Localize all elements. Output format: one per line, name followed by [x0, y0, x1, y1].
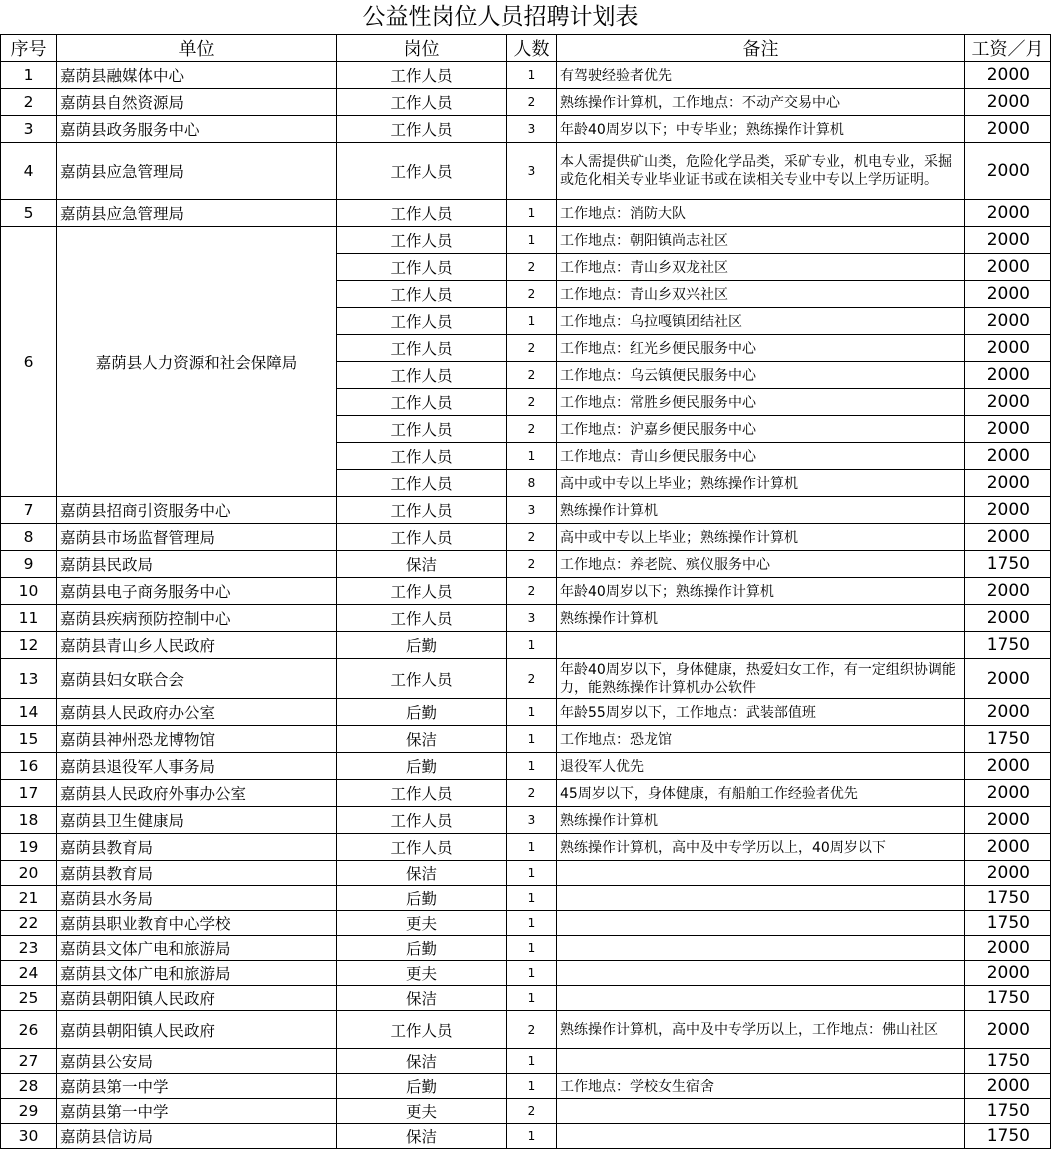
row-post: 后勤 [337, 753, 507, 780]
row-post: 工作人员 [337, 308, 507, 335]
table-row [1, 89, 1051, 116]
row-post: 后勤 [337, 1074, 507, 1099]
row-post: 工作人员 [337, 443, 507, 470]
row-unit: 嘉荫县朝阳镇人民政府 [57, 986, 337, 1011]
row-note [557, 936, 965, 961]
row-post: 工作人员 [337, 89, 507, 116]
row-unit: 嘉荫县电子商务服务中心 [57, 578, 337, 605]
row-count: 1 [507, 1124, 557, 1149]
row-salary: 2000 [965, 116, 1051, 143]
table-row [1, 524, 1051, 551]
header-row [1, 35, 1051, 62]
table-row [1, 834, 1051, 861]
row-count: 1 [507, 753, 557, 780]
row-unit: 嘉荫县文体广电和旅游局 [57, 961, 337, 986]
row-note: 工作地点：养老院、殡仪服务中心 [557, 551, 965, 578]
row-salary: 2000 [965, 335, 1051, 362]
row-salary: 1750 [965, 726, 1051, 753]
row-salary: 1750 [965, 1099, 1051, 1124]
row-salary: 2000 [965, 699, 1051, 726]
row-count: 1 [507, 308, 557, 335]
row-salary: 1750 [965, 1049, 1051, 1074]
row-unit: 嘉荫县人民政府办公室 [57, 699, 337, 726]
row-unit: 嘉荫县融媒体中心 [57, 62, 337, 89]
row-no: 22 [1, 911, 57, 936]
row-count: 8 [507, 470, 557, 497]
row-note [557, 911, 965, 936]
row-post: 工作人员 [337, 659, 507, 699]
row-count: 1 [507, 726, 557, 753]
header-count: 人数 [507, 35, 557, 62]
row-no: 4 [1, 143, 57, 200]
table-row [1, 227, 1051, 254]
table-row [1, 632, 1051, 659]
row-count: 3 [507, 605, 557, 632]
row-note: 高中或中专以上毕业；熟练操作计算机 [557, 470, 965, 497]
row-post: 保洁 [337, 1124, 507, 1149]
row-salary: 2000 [965, 416, 1051, 443]
table-row [1, 986, 1051, 1011]
row-salary: 2000 [965, 308, 1051, 335]
row-post: 工作人员 [337, 780, 507, 807]
row-post: 更夫 [337, 1099, 507, 1124]
row-salary: 2000 [965, 254, 1051, 281]
row-unit: 嘉荫县退役军人事务局 [57, 753, 337, 780]
row-note: 工作地点：沪嘉乡便民服务中心 [557, 416, 965, 443]
row-no: 17 [1, 780, 57, 807]
table-title: 公益性岗位人员招聘计划表 [362, 4, 639, 30]
row-no: 3 [1, 116, 57, 143]
row-note [557, 632, 965, 659]
row-post: 更夫 [337, 911, 507, 936]
row-unit: 嘉荫县青山乡人民政府 [57, 632, 337, 659]
table-row [1, 780, 1051, 807]
row-salary: 2000 [965, 780, 1051, 807]
row-salary: 2000 [965, 362, 1051, 389]
row-count: 1 [507, 632, 557, 659]
row-count: 1 [507, 936, 557, 961]
row-note [557, 1124, 965, 1149]
row-note: 年龄40周岁以下；中专毕业；熟练操作计算机 [557, 116, 965, 143]
table-row [1, 659, 1051, 699]
table-row [1, 62, 1051, 89]
row-post: 保洁 [337, 861, 507, 886]
row-unit: 嘉荫县公安局 [57, 1049, 337, 1074]
row-no: 24 [1, 961, 57, 986]
row-unit: 嘉荫县第一中学 [57, 1099, 337, 1124]
table-row [1, 861, 1051, 886]
table-row [1, 961, 1051, 986]
row-note: 工作地点：红光乡便民服务中心 [557, 335, 965, 362]
row-no: 8 [1, 524, 57, 551]
row-note [557, 1099, 965, 1124]
row-salary: 2000 [965, 578, 1051, 605]
row-note: 工作地点：学校女生宿舍 [557, 1074, 965, 1099]
row-count: 1 [507, 911, 557, 936]
row-note: 工作地点：青山乡双兴社区 [557, 281, 965, 308]
row-unit: 嘉荫县民政局 [57, 551, 337, 578]
row-unit: 嘉荫县应急管理局 [57, 200, 337, 227]
row-count: 2 [507, 362, 557, 389]
row-count: 1 [507, 861, 557, 886]
table-row [1, 911, 1051, 936]
row-post: 工作人员 [337, 834, 507, 861]
table-row [1, 116, 1051, 143]
row-salary: 2000 [965, 281, 1051, 308]
row-unit: 嘉荫县神州恐龙博物馆 [57, 726, 337, 753]
row-salary: 2000 [965, 497, 1051, 524]
row-note: 工作地点：青山乡双龙社区 [557, 254, 965, 281]
row-no: 2 [1, 89, 57, 116]
table-row [1, 200, 1051, 227]
row-no: 27 [1, 1049, 57, 1074]
row-no: 25 [1, 986, 57, 1011]
row-post: 保洁 [337, 551, 507, 578]
row-post: 保洁 [337, 1049, 507, 1074]
row-unit: 嘉荫县政务服务中心 [57, 116, 337, 143]
row-no: 7 [1, 497, 57, 524]
row-count: 2 [507, 1099, 557, 1124]
row-no: 19 [1, 834, 57, 861]
row-unit: 嘉荫县人力资源和社会保障局 [57, 227, 337, 497]
row-count: 2 [507, 335, 557, 362]
row-salary: 2000 [965, 470, 1051, 497]
table-row [1, 1099, 1051, 1124]
row-unit: 嘉荫县信访局 [57, 1124, 337, 1149]
row-no: 26 [1, 1011, 57, 1049]
row-no: 29 [1, 1099, 57, 1124]
row-salary: 2000 [965, 1011, 1051, 1049]
table-row [1, 726, 1051, 753]
row-note: 45周岁以下，身体健康，有船舶工作经验者优先 [557, 780, 965, 807]
row-salary: 2000 [965, 200, 1051, 227]
row-salary: 2000 [965, 227, 1051, 254]
row-count: 2 [507, 89, 557, 116]
row-post: 保洁 [337, 986, 507, 1011]
table-row [1, 143, 1051, 200]
row-count: 2 [507, 416, 557, 443]
row-note: 熟练操作计算机 [557, 807, 965, 834]
row-post: 工作人员 [337, 497, 507, 524]
row-count: 2 [507, 281, 557, 308]
table-row [1, 1011, 1051, 1049]
row-count: 1 [507, 961, 557, 986]
row-post: 工作人员 [337, 578, 507, 605]
row-note: 熟练操作计算机，高中及中专学历以上，40周岁以下 [557, 834, 965, 861]
row-post: 工作人员 [337, 335, 507, 362]
row-note: 熟练操作计算机 [557, 605, 965, 632]
row-post: 工作人员 [337, 470, 507, 497]
row-count: 2 [507, 659, 557, 699]
row-no: 5 [1, 200, 57, 227]
row-unit: 嘉荫县自然资源局 [57, 89, 337, 116]
table-row [1, 605, 1051, 632]
row-count: 1 [507, 200, 557, 227]
row-post: 后勤 [337, 936, 507, 961]
table-row [1, 807, 1051, 834]
row-unit: 嘉荫县招商引资服务中心 [57, 497, 337, 524]
row-note: 工作地点：乌拉嘎镇团结社区 [557, 308, 965, 335]
row-count: 2 [507, 780, 557, 807]
row-note: 工作地点：青山乡便民服务中心 [557, 443, 965, 470]
row-unit: 嘉荫县教育局 [57, 834, 337, 861]
row-salary: 1750 [965, 886, 1051, 911]
row-count: 1 [507, 1049, 557, 1074]
row-salary: 2000 [965, 1074, 1051, 1099]
row-note [557, 861, 965, 886]
row-note: 熟练操作计算机，高中及中专学历以上，工作地点：佛山社区 [557, 1011, 965, 1049]
row-post: 工作人员 [337, 227, 507, 254]
row-post: 工作人员 [337, 200, 507, 227]
row-count: 1 [507, 886, 557, 911]
row-no: 30 [1, 1124, 57, 1149]
row-count: 3 [507, 143, 557, 200]
row-note: 工作地点：乌云镇便民服务中心 [557, 362, 965, 389]
row-no: 18 [1, 807, 57, 834]
row-salary: 1750 [965, 986, 1051, 1011]
row-post: 工作人员 [337, 62, 507, 89]
row-salary: 2000 [965, 89, 1051, 116]
row-note: 高中或中专以上毕业；熟练操作计算机 [557, 524, 965, 551]
row-note: 年龄40周岁以下，身体健康，热爱妇女工作，有一定组织协调能力，能熟练操作计算机办公软件 [557, 659, 965, 699]
row-unit: 嘉荫县教育局 [57, 861, 337, 886]
recruitment-table [0, 34, 1051, 1149]
header-note: 备注 [557, 35, 965, 62]
row-post: 后勤 [337, 886, 507, 911]
row-count: 1 [507, 62, 557, 89]
row-salary: 2000 [965, 524, 1051, 551]
row-salary: 2000 [965, 659, 1051, 699]
row-post: 工作人员 [337, 416, 507, 443]
row-no: 15 [1, 726, 57, 753]
row-salary: 1750 [965, 911, 1051, 936]
row-post: 工作人员 [337, 1011, 507, 1049]
row-no: 14 [1, 699, 57, 726]
row-unit: 嘉荫县第一中学 [57, 1074, 337, 1099]
row-unit: 嘉荫县人民政府外事办公室 [57, 780, 337, 807]
row-count: 2 [507, 254, 557, 281]
row-unit: 嘉荫县文体广电和旅游局 [57, 936, 337, 961]
row-no: 20 [1, 861, 57, 886]
row-unit: 嘉荫县职业教育中心学校 [57, 911, 337, 936]
row-no: 11 [1, 605, 57, 632]
row-post: 工作人员 [337, 116, 507, 143]
row-no: 23 [1, 936, 57, 961]
row-unit: 嘉荫县应急管理局 [57, 143, 337, 200]
row-post: 后勤 [337, 632, 507, 659]
row-salary: 1750 [965, 1124, 1051, 1149]
row-unit: 嘉荫县疾病预防控制中心 [57, 605, 337, 632]
header-post: 岗位 [337, 35, 507, 62]
row-salary: 2000 [965, 389, 1051, 416]
row-salary: 2000 [965, 605, 1051, 632]
row-post: 工作人员 [337, 362, 507, 389]
row-unit: 嘉荫县水务局 [57, 886, 337, 911]
row-unit: 嘉荫县市场监督管理局 [57, 524, 337, 551]
row-salary: 2000 [965, 861, 1051, 886]
row-no: 21 [1, 886, 57, 911]
table-row [1, 1074, 1051, 1099]
row-salary: 1750 [965, 632, 1051, 659]
row-post: 工作人员 [337, 605, 507, 632]
header-no: 序号 [1, 35, 57, 62]
row-no: 6 [1, 227, 57, 497]
row-note: 工作地点：消防大队 [557, 200, 965, 227]
row-note: 工作地点：朝阳镇尚志社区 [557, 227, 965, 254]
row-salary: 2000 [965, 807, 1051, 834]
row-count: 1 [507, 834, 557, 861]
row-post: 工作人员 [337, 524, 507, 551]
row-count: 2 [507, 578, 557, 605]
table-row [1, 886, 1051, 911]
row-no: 28 [1, 1074, 57, 1099]
row-count: 2 [507, 551, 557, 578]
row-no: 13 [1, 659, 57, 699]
row-post: 工作人员 [337, 281, 507, 308]
row-count: 3 [507, 497, 557, 524]
row-count: 2 [507, 524, 557, 551]
row-post: 工作人员 [337, 254, 507, 281]
row-note: 年龄55周岁以下，工作地点：武装部值班 [557, 699, 965, 726]
table-row [1, 551, 1051, 578]
row-note: 工作地点：常胜乡便民服务中心 [557, 389, 965, 416]
row-salary: 2000 [965, 443, 1051, 470]
row-unit: 嘉荫县妇女联合会 [57, 659, 337, 699]
row-salary: 2000 [965, 834, 1051, 861]
row-salary: 1750 [965, 551, 1051, 578]
row-no: 1 [1, 62, 57, 89]
row-salary: 2000 [965, 143, 1051, 200]
row-no: 9 [1, 551, 57, 578]
table-row [1, 578, 1051, 605]
row-count: 2 [507, 389, 557, 416]
row-note: 年龄40周岁以下；熟练操作计算机 [557, 578, 965, 605]
row-note [557, 1049, 965, 1074]
row-count: 1 [507, 699, 557, 726]
row-unit: 嘉荫县朝阳镇人民政府 [57, 1011, 337, 1049]
table-row [1, 1049, 1051, 1074]
row-salary: 2000 [965, 936, 1051, 961]
row-post: 更夫 [337, 961, 507, 986]
row-no: 12 [1, 632, 57, 659]
table-row [1, 1124, 1051, 1149]
table-row [1, 699, 1051, 726]
row-note: 本人需提供矿山类，危险化学品类，采矿专业，机电专业，采掘或危化相关专业毕业证书或在读相关专业中专以上学历证明。 [557, 143, 965, 200]
row-post: 后勤 [337, 699, 507, 726]
row-note [557, 886, 965, 911]
row-note [557, 961, 965, 986]
row-note: 工作地点：恐龙馆 [557, 726, 965, 753]
row-post: 工作人员 [337, 807, 507, 834]
row-count: 1 [507, 443, 557, 470]
row-count: 3 [507, 116, 557, 143]
row-salary: 2000 [965, 961, 1051, 986]
row-count: 1 [507, 986, 557, 1011]
row-count: 2 [507, 1011, 557, 1049]
row-salary: 2000 [965, 753, 1051, 780]
row-no: 16 [1, 753, 57, 780]
row-note: 熟练操作计算机 [557, 497, 965, 524]
row-note: 熟练操作计算机，工作地点：不动产交易中心 [557, 89, 965, 116]
header-salary: 工资／月 [965, 35, 1051, 62]
row-note: 退役军人优先 [557, 753, 965, 780]
row-post: 工作人员 [337, 389, 507, 416]
row-post: 工作人员 [337, 143, 507, 200]
table-row [1, 497, 1051, 524]
table-row [1, 753, 1051, 780]
row-unit: 嘉荫县卫生健康局 [57, 807, 337, 834]
header-unit: 单位 [57, 35, 337, 62]
table-row [1, 936, 1051, 961]
row-count: 1 [507, 227, 557, 254]
row-post: 保洁 [337, 726, 507, 753]
row-salary: 2000 [965, 62, 1051, 89]
row-no: 10 [1, 578, 57, 605]
row-count: 1 [507, 1074, 557, 1099]
row-count: 3 [507, 807, 557, 834]
row-note [557, 986, 965, 1011]
row-note: 有驾驶经验者优先 [557, 62, 965, 89]
